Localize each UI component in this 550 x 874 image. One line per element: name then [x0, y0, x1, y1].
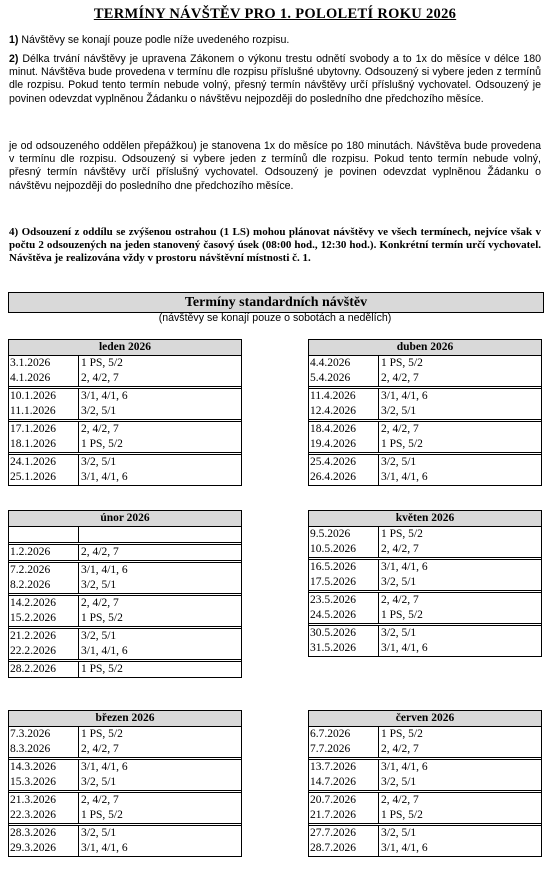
date-cell: 18.1.2026	[9, 437, 79, 452]
table-row	[9, 404, 241, 422]
date-cell: 14.2.2026	[9, 596, 79, 611]
table-row	[9, 578, 241, 596]
table-row	[309, 608, 541, 626]
table-row	[309, 793, 541, 808]
date-cell: 15.3.2026	[9, 775, 79, 790]
groups-cell: 3/2, 5/1	[81, 630, 117, 642]
groups-cell: 3/2, 5/1	[381, 627, 417, 639]
date-cell: 20.7.2026	[309, 793, 379, 808]
month-heading: duben 2026	[309, 340, 541, 356]
month-heading: únor 2026	[9, 511, 241, 527]
date-cell: 14.3.2026	[9, 760, 79, 775]
date-cell: 17.1.2026	[9, 422, 79, 437]
groups-cell: 1 PS, 5/2	[381, 357, 423, 369]
table-row	[309, 389, 541, 404]
groups-cell: 3/1, 4/1, 6	[81, 842, 128, 854]
rule-1	[9, 34, 541, 47]
groups-cell: 3/2, 5/1	[381, 776, 417, 788]
table-row	[309, 470, 541, 485]
date-cell: 25.4.2026	[309, 455, 379, 470]
month-table-duben	[308, 339, 542, 486]
groups-cell: 3/2, 5/1	[381, 827, 417, 839]
table-row	[9, 760, 241, 775]
table-row	[309, 593, 541, 608]
date-cell: 1.2.2026	[9, 545, 79, 560]
date-cell: 21.3.2026	[9, 793, 79, 808]
date-cell: 26.4.2026	[309, 470, 379, 485]
rule-3-text: je od odsouzeného oddělen přepážkou) je stanovena 1x do měsíce po 180 minutách. Návštěva bude provedena v termínu dle rozpisu. Odsouzený si vybere jeden z termínů dle rozpisu. Pokud tento termín nebude volný, přesný termín návštěvy určí příslušný vychovatel. Odsouzený je povinen odevzdat vyplněnou Žádanku o návštěvu nejpozději do posledního dne předchozího měsíce.	[9, 140, 541, 192]
groups-cell: 3/1, 4/1, 6	[81, 564, 128, 576]
date-cell: 21.2.2026	[9, 629, 79, 644]
month-table-brezen	[8, 710, 242, 857]
rule-2-text: Délka trvání návštěvy je upravena Zákonem o výkonu trestu odnětí svobody a to 1x do měsíce v délce 180 minut. Návštěva bude provedena v termínu dle rozpisu příslušné ubytovny. Odsouzený si vybere jeden z termínů dle rozpisu. Pokud tento termín nebude volný, přesný termín návštěvy určí příslušný vychovatel. Odsouzený je povinen odevzdat vyplněnou Žádanku o návštěvu nejpozději do posledního dne předchozího měsíce.	[9, 53, 541, 105]
rule-4-number: 4)	[9, 226, 19, 238]
groups-cell: 2, 4/2, 7	[81, 794, 119, 806]
groups-cell: 1 PS, 5/2	[81, 357, 123, 369]
table-row	[9, 841, 241, 856]
date-cell: 7.2.2026	[9, 563, 79, 578]
date-cell: 25.1.2026	[9, 470, 79, 485]
month-table-unor	[8, 510, 242, 678]
groups-cell: 3/1, 4/1, 6	[81, 645, 128, 657]
table-row	[9, 775, 241, 793]
table-row	[9, 437, 241, 455]
month-heading: květen 2026	[309, 511, 541, 527]
date-cell: 31.5.2026	[309, 641, 379, 656]
groups-cell: 1 PS, 5/2	[81, 612, 123, 624]
groups-cell: 3/2, 5/1	[81, 456, 117, 468]
groups-cell: 3/1, 4/1, 6	[81, 471, 128, 483]
groups-cell: 1 PS, 5/2	[381, 438, 423, 450]
month-table-kveten	[308, 510, 542, 657]
groups-cell: 2, 4/2, 7	[81, 546, 119, 558]
groups-cell: 2, 4/2, 7	[381, 743, 419, 755]
groups-cell: 3/1, 4/1, 6	[381, 642, 428, 654]
date-cell	[9, 527, 79, 542]
table-row	[9, 371, 241, 389]
date-cell: 3.1.2026	[9, 356, 79, 371]
groups-cell: 3/2, 5/1	[81, 827, 117, 839]
date-cell: 18.4.2026	[309, 422, 379, 437]
date-cell: 17.5.2026	[309, 575, 379, 590]
date-cell: 4.1.2026	[9, 371, 79, 386]
date-cell: 6.7.2026	[309, 727, 379, 742]
groups-cell: 2, 4/2, 7	[81, 423, 119, 435]
table-row	[309, 404, 541, 422]
date-cell: 13.7.2026	[309, 760, 379, 775]
groups-cell: 1 PS, 5/2	[381, 809, 423, 821]
date-cell: 9.5.2026	[309, 527, 379, 542]
date-cell: 21.7.2026	[309, 808, 379, 823]
date-cell: 10.1.2026	[9, 389, 79, 404]
date-cell: 28.2.2026	[9, 662, 79, 677]
table-row	[9, 662, 241, 677]
page-title: TERMÍNY NÁVŠTĚV PRO 1. POLOLETÍ ROKU 2026	[93, 6, 457, 22]
date-cell: 28.7.2026	[309, 841, 379, 856]
table-row	[309, 527, 541, 542]
rule-1-number: 1)	[9, 34, 19, 46]
table-row	[9, 629, 241, 644]
groups-cell: 1 PS, 5/2	[81, 663, 123, 675]
date-cell: 8.2.2026	[9, 578, 79, 593]
table-row	[9, 742, 241, 760]
table-row	[309, 760, 541, 775]
table-row	[309, 455, 541, 470]
table-row	[9, 563, 241, 578]
groups-cell: 2, 4/2, 7	[381, 794, 419, 806]
groups-cell	[79, 527, 241, 542]
date-cell: 24.5.2026	[309, 608, 379, 623]
date-cell: 8.3.2026	[9, 742, 79, 757]
table-row	[9, 455, 241, 470]
table-row	[309, 356, 541, 371]
date-cell: 10.5.2026	[309, 542, 379, 557]
standard-visits-subheading: (návštěvy se konají pouze o sobotách a nedělích)	[158, 312, 392, 324]
groups-cell: 1 PS, 5/2	[81, 728, 123, 740]
groups-cell: 3/2, 5/1	[381, 456, 417, 468]
rule-1-text: Návštěvy se konají pouze podle níže uvedeného rozpisu.	[18, 34, 290, 46]
table-row	[9, 808, 241, 826]
table-row	[9, 422, 241, 437]
rule-4	[9, 226, 541, 266]
date-cell: 5.4.2026	[309, 371, 379, 386]
date-cell: 30.5.2026	[309, 626, 379, 641]
table-row	[309, 641, 541, 656]
table-row	[309, 727, 541, 742]
table-row	[309, 422, 541, 437]
date-cell: 11.1.2026	[9, 404, 79, 419]
date-cell: 28.3.2026	[9, 826, 79, 841]
table-row	[9, 470, 241, 485]
groups-cell: 1 PS, 5/2	[381, 609, 423, 621]
table-row	[309, 826, 541, 841]
date-cell: 23.5.2026	[309, 593, 379, 608]
groups-cell: 3/1, 4/1, 6	[381, 761, 428, 773]
date-cell: 15.2.2026	[9, 611, 79, 626]
groups-cell: 1 PS, 5/2	[81, 438, 123, 450]
table-row	[9, 596, 241, 611]
month-heading: leden 2026	[9, 340, 241, 356]
groups-cell: 1 PS, 5/2	[381, 528, 423, 540]
groups-cell: 3/2, 5/1	[81, 405, 117, 417]
table-row	[309, 371, 541, 389]
groups-cell: 3/1, 4/1, 6	[381, 561, 428, 573]
groups-cell: 2, 4/2, 7	[81, 372, 119, 384]
groups-cell: 1 PS, 5/2	[81, 809, 123, 821]
groups-cell: 1 PS, 5/2	[381, 728, 423, 740]
date-cell: 12.4.2026	[309, 404, 379, 419]
groups-cell: 2, 4/2, 7	[81, 597, 119, 609]
table-row	[9, 826, 241, 841]
table-row	[9, 727, 241, 742]
groups-cell: 2, 4/2, 7	[381, 372, 419, 384]
table-row	[309, 560, 541, 575]
groups-cell: 2, 4/2, 7	[381, 543, 419, 555]
table-row	[9, 611, 241, 629]
month-heading: březen 2026	[9, 711, 241, 727]
groups-cell: 3/2, 5/1	[381, 405, 417, 417]
date-cell: 11.4.2026	[309, 389, 379, 404]
month-table-leden	[8, 339, 242, 486]
table-row	[309, 575, 541, 593]
date-cell: 7.7.2026	[309, 742, 379, 757]
standard-visits-heading: Termíny standardních návštěv	[8, 292, 544, 313]
groups-cell: 3/2, 5/1	[81, 579, 117, 591]
table-row	[9, 356, 241, 371]
date-cell: 24.1.2026	[9, 455, 79, 470]
date-cell: 22.3.2026	[9, 808, 79, 823]
date-cell: 19.4.2026	[309, 437, 379, 452]
groups-cell: 3/2, 5/1	[381, 576, 417, 588]
month-table-cerven	[308, 710, 542, 857]
groups-cell: 3/1, 4/1, 6	[81, 761, 128, 773]
groups-cell: 2, 4/2, 7	[381, 423, 419, 435]
groups-cell: 3/1, 4/1, 6	[81, 390, 128, 402]
groups-cell: 3/1, 4/1, 6	[381, 842, 428, 854]
groups-cell: 2, 4/2, 7	[81, 743, 119, 755]
month-heading: červen 2026	[309, 711, 541, 727]
date-cell: 7.3.2026	[9, 727, 79, 742]
date-cell: 16.5.2026	[309, 560, 379, 575]
table-row	[9, 545, 241, 563]
rule-2-number: 2)	[9, 53, 19, 65]
table-row	[309, 437, 541, 455]
table-row	[309, 742, 541, 760]
groups-cell: 3/1, 4/1, 6	[381, 390, 428, 402]
groups-cell: 3/2, 5/1	[81, 776, 117, 788]
groups-cell: 2, 4/2, 7	[381, 594, 419, 606]
table-row	[9, 389, 241, 404]
table-row	[309, 808, 541, 826]
table-row	[9, 527, 241, 545]
table-row	[309, 841, 541, 856]
date-cell: 27.7.2026	[309, 826, 379, 841]
date-cell: 22.2.2026	[9, 644, 79, 659]
date-cell: 14.7.2026	[309, 775, 379, 790]
date-cell: 4.4.2026	[309, 356, 379, 371]
table-row	[9, 793, 241, 808]
table-row	[309, 626, 541, 641]
table-row	[9, 644, 241, 662]
date-cell: 29.3.2026	[9, 841, 79, 856]
rule-2	[9, 53, 541, 106]
table-row	[309, 542, 541, 560]
table-row	[309, 775, 541, 793]
rule-4-text: Odsouzení z oddílu se zvýšenou ostrahou (1 LS) mohou plánovat návštěvy ve všech termínech, nejvíce však v počtu 2 odsouzených na jeden stanovený časový úsek (08:00 hod., 12:30 hod.). Konkrétní termín určí vychovatel. Návštěva je realizována vždy v prostoru návštěvní místnosti č. 1.	[9, 226, 541, 265]
groups-cell: 3/1, 4/1, 6	[381, 471, 428, 483]
